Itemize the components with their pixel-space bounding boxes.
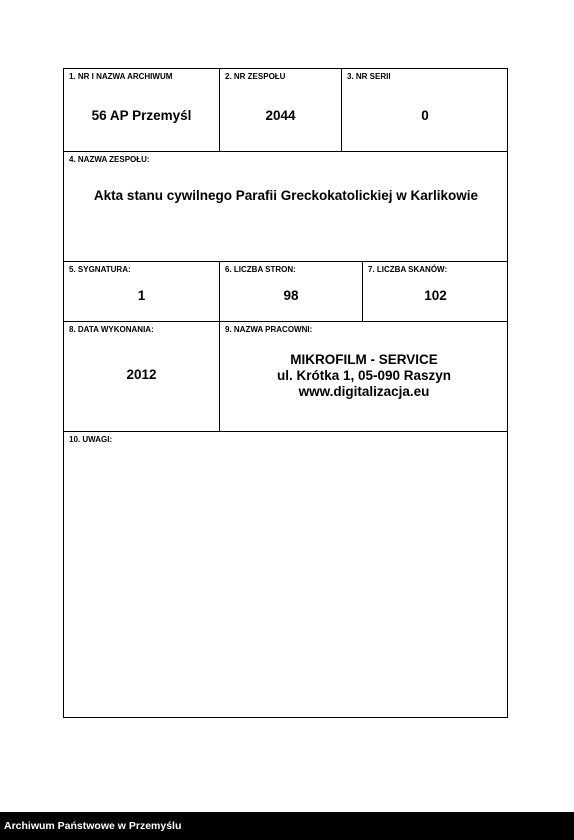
pages-cell [220,262,362,321]
date-value: 2012 [126,367,157,382]
series-label: 3. NR SERII [347,72,391,81]
studio-cell [220,322,508,431]
series-value: 0 [421,108,429,123]
fonds-name-label: 4. NAZWA ZESPOŁU: [69,155,150,164]
scans-value: 102 [424,288,447,303]
fonds-number-value: 2044 [265,108,296,123]
archive-cell [64,69,219,151]
signature-label: 5. SYGNATURA: [69,265,131,274]
archive-value: 56 AP Przemyśl [91,108,192,123]
date-cell [64,322,219,431]
signature-value: 1 [137,288,146,303]
studio-label: 9. NAZWA PRACOWNI: [225,325,313,334]
studio-line-2: ul. Krótka 1, 05-090 Raszyn [276,368,452,383]
scans-cell [363,262,508,321]
fonds-name-cell [64,152,508,261]
fonds-number-cell [220,69,341,151]
fonds-number-label: 2. NR ZESPOŁU [225,72,286,81]
pages-value: 98 [283,288,299,303]
pages-label: 6. LICZBA STRON: [225,265,296,274]
signature-cell [64,262,219,321]
studio-line-1: MIKROFILM - SERVICE [290,352,438,367]
notes-cell [64,432,508,718]
series-cell [342,69,508,151]
archive-footer: Archiwum Państwowe w Przemyślu [0,812,574,840]
archive-label: 1. NR I NAZWA ARCHIWUM [69,72,173,81]
metadata-form [63,68,508,718]
fonds-name-value: Akta stanu cywilnego Parafii Greckokatolickiej w Karlikowie [93,188,479,203]
studio-line-3: www.digitalizacja.eu [298,384,430,399]
scans-label: 7. LICZBA SKANÓW: [368,265,448,274]
date-label: 8. DATA WYKONANIA: [69,325,154,334]
notes-label: 10. UWAGI: [69,435,113,444]
